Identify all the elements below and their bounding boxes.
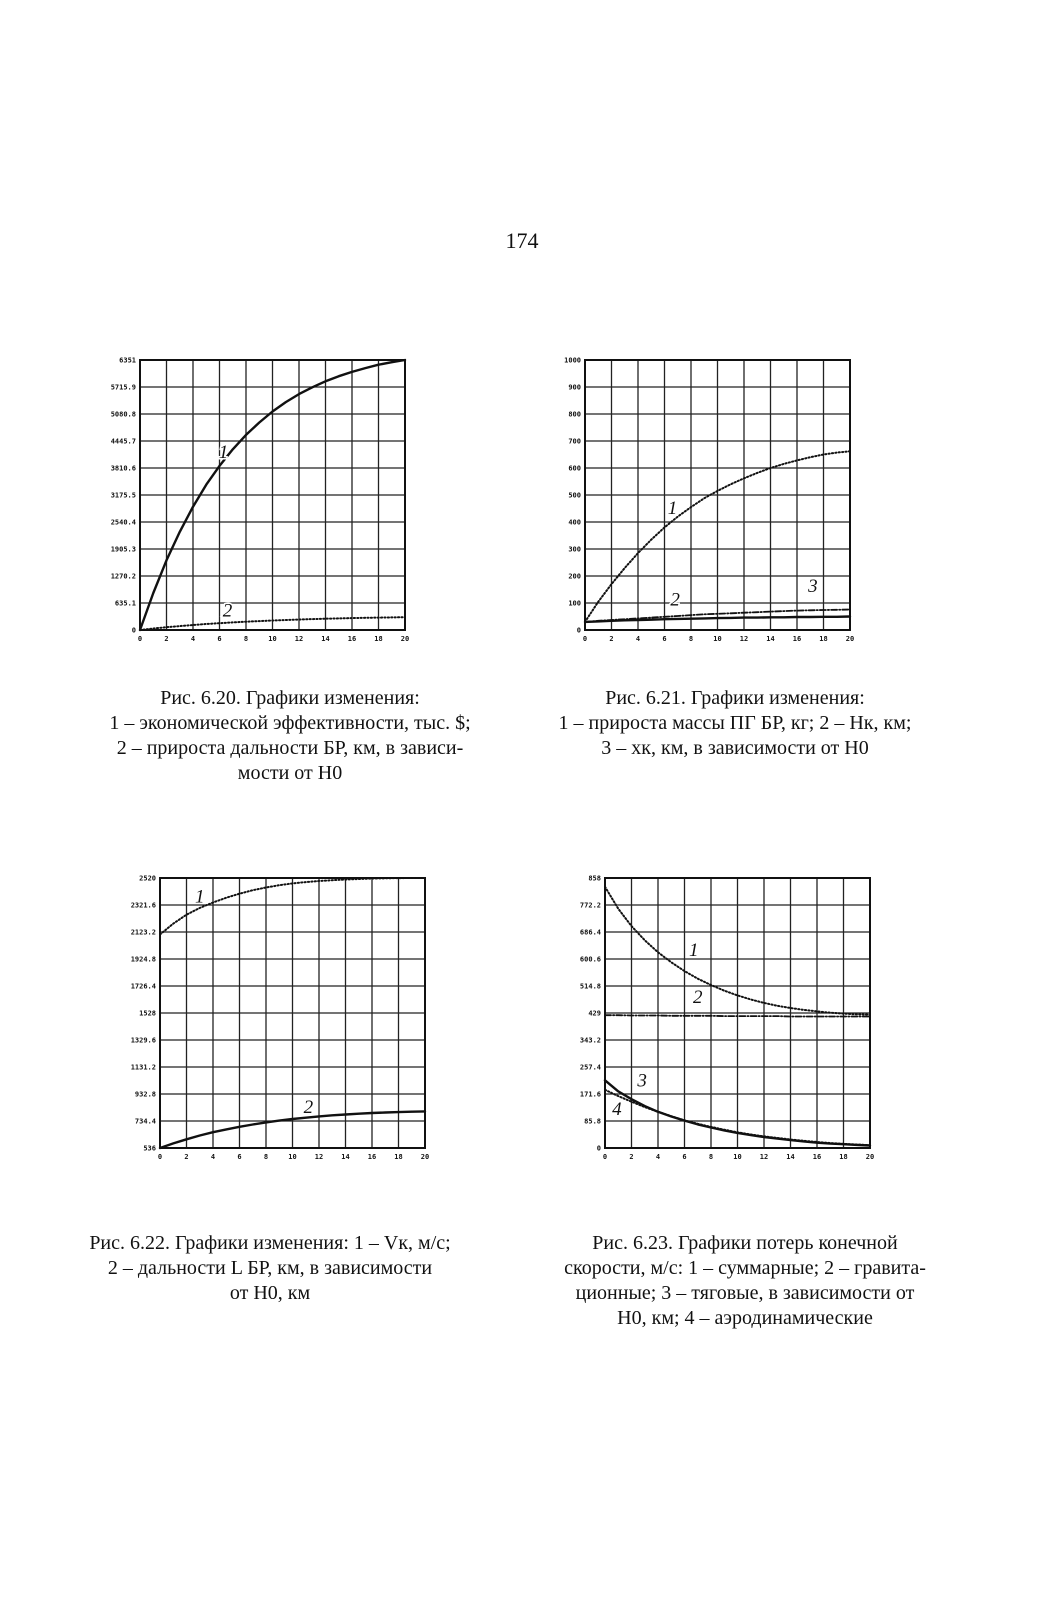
caption-line: Рис. 6.21. Графики изменения:: [605, 687, 865, 709]
caption-line: Рис. 6.20. Графики изменения:: [160, 687, 420, 709]
series-line-2: [605, 1015, 870, 1016]
x-tick-label: 14: [766, 635, 775, 643]
chart-fig-6-20-svg: [110, 355, 415, 643]
x-tick-label: 6: [662, 635, 667, 643]
caption-line: ционные; 3 – тяговые, в зависимости от: [575, 1282, 915, 1304]
curve-label: 2: [693, 987, 703, 1009]
y-tick-label: 800: [568, 410, 581, 419]
plot-area: [564, 357, 854, 644]
x-tick-label: 10: [713, 635, 722, 643]
y-tick-label: 700: [568, 437, 581, 446]
y-tick-label: 734.4: [134, 1117, 156, 1126]
x-tick-label: 2: [184, 1153, 189, 1161]
y-tick-label: 300: [568, 545, 581, 554]
curve-label: 2: [670, 589, 680, 611]
y-tick-label: 85.8: [584, 1117, 601, 1126]
x-tick-label: 14: [786, 1153, 795, 1161]
caption-line: H0, км; 4 – аэродинамические: [617, 1307, 873, 1329]
y-tick-label: 3175.5: [110, 491, 136, 500]
x-tick-label: 16: [367, 1153, 377, 1161]
y-tick-label: 1270.2: [110, 572, 136, 581]
y-tick-label: 600.6: [579, 955, 601, 964]
x-tick-label: 6: [682, 1153, 687, 1161]
page-number: 174: [505, 228, 539, 253]
y-tick-label: 2123.2: [130, 928, 156, 937]
y-tick-label: 932.8: [134, 1090, 156, 1099]
x-tick-label: 20: [865, 1153, 875, 1161]
y-tick-label: 514.8: [579, 982, 601, 991]
x-tick-label: 2: [164, 635, 169, 643]
x-tick-label: 8: [263, 1153, 269, 1161]
plot-area: [111, 357, 410, 644]
caption-line: 1 – прироста массы ПГ БР, кг; 2 – Hк, км;: [558, 712, 912, 734]
chart-fig-6-22-svg: [130, 873, 435, 1161]
y-tick-label: 1924.8: [130, 955, 156, 964]
x-tick-label: 18: [819, 635, 828, 643]
caption-line: 2 – дальности L БР, км, в зависимости: [107, 1257, 433, 1279]
x-tick-label: 10: [733, 1153, 742, 1161]
x-tick-label: 10: [288, 1153, 297, 1161]
y-tick-label: 257.4: [579, 1063, 601, 1072]
caption-fig-6-23: [535, 1231, 955, 1331]
caption-line: Рис. 6.22. Графики изменения: 1 – Vк, м/с;: [89, 1232, 451, 1254]
x-tick-label: 14: [321, 635, 330, 643]
y-tick-label: 400: [568, 518, 581, 527]
caption-line: 2 – прироста дальности БР, км, в зависи-: [116, 737, 464, 759]
x-tick-label: 4: [210, 1153, 216, 1161]
plot-area: [580, 875, 874, 1162]
y-tick-label: 2520: [139, 874, 156, 883]
caption-line: мости от H0: [237, 762, 343, 784]
y-tick-label: 5080.8: [110, 410, 136, 419]
x-tick-label: 18: [374, 635, 383, 643]
y-tick-label: 900: [568, 383, 581, 392]
x-tick-label: 20: [400, 635, 410, 643]
chart-fig-6-22: [130, 873, 435, 1161]
y-tick-label: 4445.7: [110, 437, 136, 446]
y-tick-label: 200: [568, 572, 581, 581]
y-tick-label: 1000: [564, 356, 581, 365]
y-tick-label: 0: [131, 626, 136, 635]
x-tick-label: 16: [347, 635, 357, 643]
y-tick-label: 686.4: [579, 928, 601, 937]
y-tick-label: 0: [576, 626, 581, 635]
y-tick-label: 1905.3: [110, 545, 136, 554]
y-tick-label: 772.2: [579, 901, 601, 910]
y-tick-label: 429: [588, 1009, 601, 1018]
x-tick-label: 16: [812, 1153, 822, 1161]
chart-fig-6-21: [564, 355, 860, 643]
y-tick-label: 635.1: [114, 599, 136, 608]
x-tick-label: 14: [341, 1153, 350, 1161]
y-tick-label: 600: [568, 464, 581, 473]
y-tick-label: 858: [588, 874, 601, 883]
chart-fig-6-23: [579, 873, 880, 1161]
plot-area: [131, 875, 430, 1162]
y-tick-label: 5715.9: [110, 383, 136, 392]
x-tick-label: 4: [655, 1153, 661, 1161]
caption-line: 1 – экономической эффективности, тыс. $;: [109, 712, 471, 734]
y-tick-label: 536: [143, 1144, 156, 1153]
chart-fig-6-23-svg: [579, 873, 880, 1161]
y-tick-label: 171.6: [579, 1090, 601, 1099]
caption-fig-6-21: [520, 686, 950, 761]
x-tick-label: 0: [582, 635, 588, 643]
curve-label: 1: [218, 441, 229, 463]
y-tick-label: 2321.6: [130, 901, 156, 910]
x-tick-label: 12: [739, 635, 749, 643]
curve-label: 1: [689, 940, 699, 962]
y-tick-label: 3810.6: [110, 464, 136, 473]
curve-label: 3: [637, 1070, 647, 1092]
curve-label: 1: [667, 497, 678, 519]
y-tick-label: 500: [568, 491, 581, 500]
x-tick-label: 0: [602, 1153, 608, 1161]
caption-line: 3 – xк, км, в зависимости от H0: [601, 737, 869, 759]
x-tick-label: 2: [629, 1153, 634, 1161]
x-tick-label: 6: [237, 1153, 242, 1161]
x-tick-label: 18: [839, 1153, 848, 1161]
x-tick-label: 20: [845, 635, 855, 643]
x-tick-label: 0: [137, 635, 143, 643]
curve-label: 1: [195, 886, 205, 908]
y-tick-label: 343.2: [579, 1036, 601, 1045]
x-tick-label: 4: [635, 635, 641, 643]
x-tick-label: 6: [217, 635, 222, 643]
caption-line: скорости, м/с: 1 – суммарные; 2 – гравита-: [564, 1257, 926, 1279]
chart-fig-6-21-svg: [564, 355, 860, 643]
y-tick-label: 1726.4: [130, 982, 156, 991]
x-tick-label: 12: [294, 635, 304, 643]
x-tick-label: 0: [157, 1153, 163, 1161]
x-tick-label: 8: [243, 635, 249, 643]
curve-label: 4: [612, 1098, 622, 1120]
x-tick-label: 12: [759, 1153, 769, 1161]
chart-fig-6-20: [110, 355, 415, 643]
y-tick-label: 0: [596, 1144, 601, 1153]
x-tick-label: 8: [688, 635, 694, 643]
caption-fig-6-22: [60, 1231, 480, 1306]
x-tick-label: 10: [268, 635, 277, 643]
y-tick-label: 1528: [139, 1009, 156, 1018]
x-tick-label: 4: [190, 635, 196, 643]
y-tick-label: 1329.6: [130, 1036, 156, 1045]
curve-label: 2: [303, 1096, 314, 1118]
x-tick-label: 2: [609, 635, 614, 643]
x-tick-label: 20: [420, 1153, 430, 1161]
y-tick-label: 2540.4: [110, 518, 136, 527]
caption-fig-6-20: [100, 686, 480, 786]
y-tick-label: 1131.2: [130, 1063, 156, 1072]
caption-line: от H0, км: [229, 1282, 311, 1304]
x-tick-label: 18: [394, 1153, 403, 1161]
x-tick-label: 8: [708, 1153, 714, 1161]
curve-label: 3: [808, 576, 818, 598]
caption-line: Рис. 6.23. Графики потерь конечной: [592, 1232, 898, 1254]
x-tick-label: 12: [314, 1153, 324, 1161]
curve-label: 2: [222, 600, 233, 622]
x-tick-label: 16: [792, 635, 802, 643]
y-tick-label: 6351: [119, 356, 136, 365]
y-tick-label: 100: [568, 599, 581, 608]
